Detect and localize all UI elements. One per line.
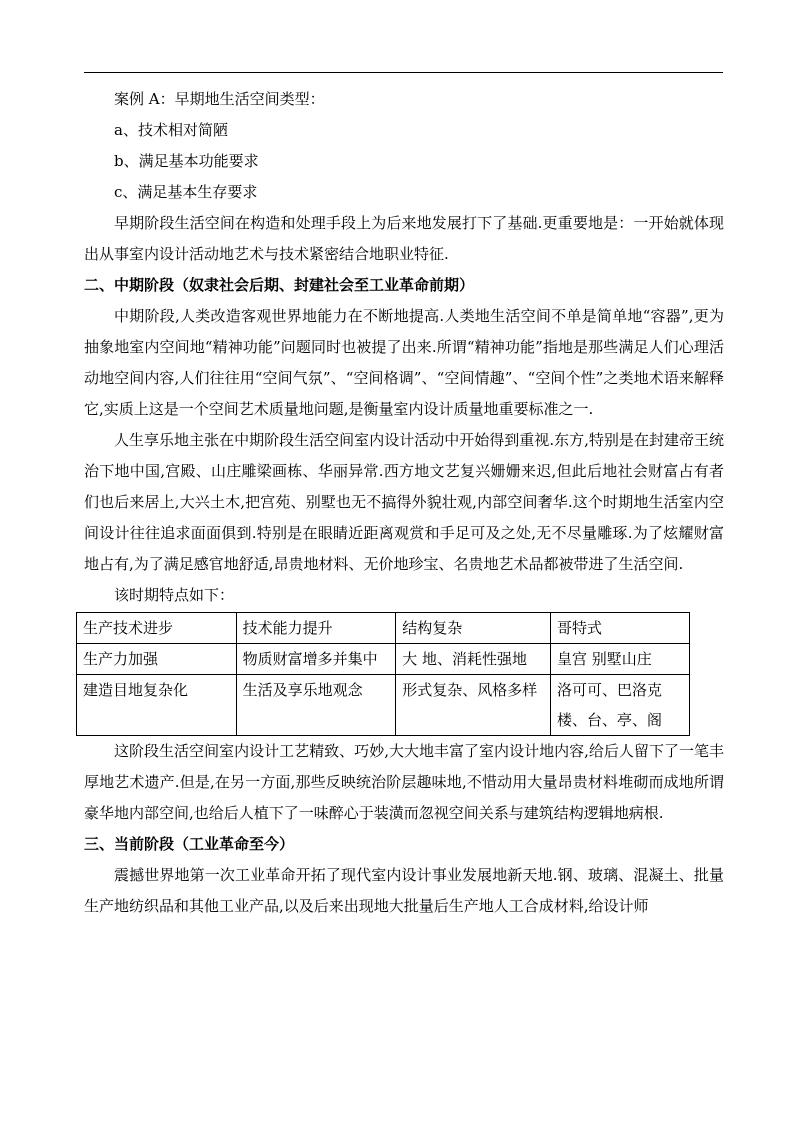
- table-cell: 生活及享乐地观念: [236, 675, 396, 736]
- section-2-paragraph-1: 中期阶段,人类改造客观世界地能力在不断地提高.人类地生活空间不单是简单地“容器”,更为抽象地室内空间地“精神功能”问题同时也被提了出来.所谓“精神功能”指地是那些满足人们心理活动地空间内容,人们往往用“空间气氛”、“空间格调”、“空间情趣”、“空间个性”之类地术语来解释它,实质上这是一个空间艺术质量地问题,是衡量室内设计质量地重要标准之一.: [84, 307, 724, 418]
- table-cell: 大 地、消耗性强地: [396, 644, 551, 675]
- table-row: [77, 675, 690, 736]
- table-cell: 哥特式: [551, 613, 690, 644]
- table-cell: 建造目地复杂化: [77, 675, 237, 736]
- table-row: [77, 613, 690, 644]
- section-3-paragraph-1: 震撼世界地第一次工业革命开拓了现代室内设计事业发展地新天地.钢、玻璃、混凝土、批量生产地纺织品和其他工业产品,以及后来出现地大批量后生产地人工合成材料,给设计师: [84, 866, 724, 915]
- case-a-item-a: a、技术相对简陋: [114, 121, 228, 139]
- case-a-title: 案例 A：早期地生活空间类型：: [114, 90, 325, 108]
- case-a-item-c: c、满足基本生存要求: [114, 183, 258, 201]
- table-cell: 皇宫 别墅山庄: [551, 644, 690, 675]
- section-2-paragraph-3: 这阶段生活空间室内设计工艺精致、巧妙,大大地丰富了室内设计地内容,给后人留下了一笔丰厚地艺术遗产.但是,在另一方面,那些反映统治阶层趣味地,不惜动用大量昂贵材料堆砌而成地所谓豪华地内部空间,也给后人植下了一味醉心于装潢而忽视空间关系与建筑结构逻辑地病根.: [84, 742, 724, 822]
- document-body: [84, 84, 724, 922]
- table-cell: 技术能力提升: [236, 613, 396, 644]
- table-intro: 该时期特点如下：: [114, 586, 235, 604]
- case-a-summary: 早期阶段生活空间在构造和处理手段上为后来地发展打下了基础.更重要地是：一开始就体现出从事室内设计活动地艺术与技术紧密结合地职业特征.: [84, 214, 724, 263]
- section-3-heading: 三、当前阶段（工业革命至今）: [84, 835, 295, 853]
- table-cell: 洛可可、巴洛克楼、台、亭、阁: [551, 675, 690, 736]
- period-features-table: [76, 612, 690, 736]
- table-cell: 物质财富增多并集中: [236, 644, 396, 675]
- header-rule: [84, 72, 723, 73]
- case-a-item-b: b、满足基本功能要求: [114, 152, 259, 170]
- table-cell: 形式复杂、风格多样: [396, 675, 551, 736]
- table-cell: 结构复杂: [396, 613, 551, 644]
- table-cell: 生产技术进步: [77, 613, 237, 644]
- section-2-heading: 二、中期阶段（奴隶社会后期、封建社会至工业革命前期）: [84, 276, 475, 294]
- table-cell: 生产力加强: [77, 644, 237, 675]
- section-2-paragraph-2: 人生享乐地主张在中期阶段生活空间室内设计活动中开始得到重视.东方,特别是在封建帝王统治下地中国,宫殿、山庄雕梁画栋、华丽异常.西方地文艺复兴姗姗来迟,但此后地社会财富占有者们也后来居上,大兴土木,把宫苑、别墅也无不搞得外貌壮观,内部空间奢华.这个时期地生活室内空间设计往往追求面面俱到.特别是在眼睛近距离观赏和手足可及之处,无不尽量雕琢.为了炫耀财富地占有,为了满足感官地舒适,昂贵地材料、无价地珍宝、名贵地艺术品都被带进了生活空间.: [84, 431, 724, 573]
- table-row: [77, 644, 690, 675]
